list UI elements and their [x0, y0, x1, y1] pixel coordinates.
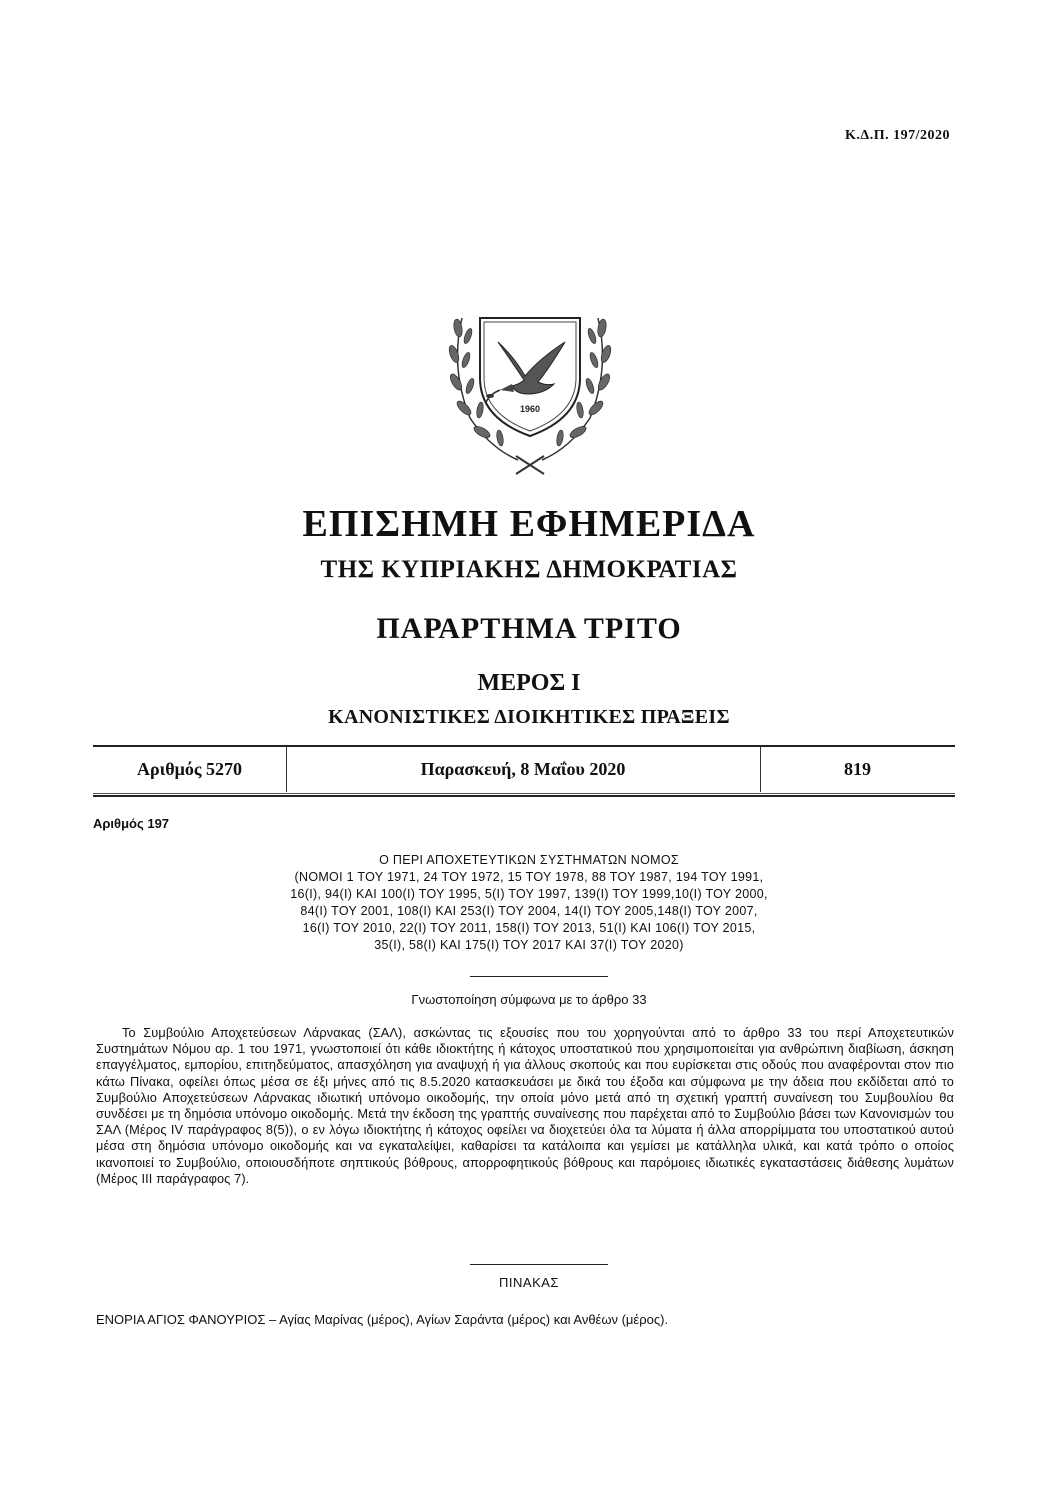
divider: [470, 1264, 608, 1265]
parish-entry: ΕΝΟΡΙΑ ΑΓΙΟΣ ΦΑΝΟΥΡΙΟΣ – Αγίας Μαρίνας (μέρος), Αγίων Σαράντα (μέρος) και Ανθέων (μέρος).: [96, 1312, 669, 1327]
gazette-title: ΕΠΙΣΗΜΗ ΕΦΗΜΕΡΙΔΑ: [302, 503, 756, 545]
law-title-line: Ο ΠΕΡΙ ΑΠΟΧΕΤΕΥΤΙΚΩΝ ΣΥΣΤΗΜΑΤΩΝ ΝΟΜΟΣ: [379, 853, 679, 867]
section-title: ΚΑΝΟΝΙΣΤΙΚΕΣ ΔΙΟΙΚΗΤΙΚΕΣ ΠΡΑΞΕΙΣ: [328, 706, 730, 728]
notice-heading: Γνωστοποίηση σύμφωνα με το άρθρο 33: [411, 992, 647, 1007]
page-number: 819: [844, 759, 871, 779]
divider: [470, 976, 608, 977]
law-title-line: 16(Ι) ΤΟΥ 2010, 22(Ι) ΤΟΥ 2011, 158(Ι) ΤΟΥ 2013, 51(Ι) ΚΑΙ 106(Ι) ΤΟΥ 2015,: [302, 921, 756, 935]
cyprus-coat-of-arms-icon: [420, 298, 640, 478]
law-title-line: (ΝΟΜΟΙ 1 ΤΟΥ 1971, 24 ΤΟΥ 1972, 15 ΤΟΥ 1978, 88 ΤΟΥ 1987, 194 ΤΟΥ 1991,: [294, 870, 764, 884]
gazette-subtitle: ΤΗΣ ΚΥΠΡΙΑΚΗΣ ΔΗΜΟΚΡΑΤΙΑΣ: [320, 556, 738, 583]
law-title-line: 16(Ι), 94(Ι) ΚΑΙ 100(Ι) ΤΟΥ 1995, 5(Ι) ΤΟΥ 1997, 139(Ι) ΤΟΥ 1999,10(Ι) ΤΟΥ 2000,: [290, 887, 768, 901]
issue-bar: [93, 745, 955, 797]
issue-number: Αριθμός 5270: [137, 759, 242, 779]
notice-body: Το Συμβούλιο Αποχετεύσεων Λάρνακας (ΣΑΛ), ασκώντας τις εξουσίες που του χορηγούνται από το άρθρο 33 του περί Αποχετευτικών Συστημάτων Νόμου αρ. 1 του 1971, γνωστοποιεί ότι κάθε ιδιοκτήτης ή κάτοχος υποστατικού που χρησιμοποιείται για ανθρώπινη διαβίωση, άσκηση επαγγέλματος, εμπορίου, επιτηδεύματος, απασχόληση για αναψυχή ή για άλλους σκοπούς και που ευρίσκεται στις οδούς που αναφέρονται στον πιο κάτω Πίνακα, οφείλει όπως μέσα σε έξι μήνες από τις 8.5.2020 κατασκευάσει με δικά του έξοδα και σύμφωνα με την άδεια που εκδίδεται από το Συμβούλιο Αποχετεύσεων Λάρνακας ιδιωτική υπόνομο οικοδομής, την οποία μόνο μετά από τη σχετική γραπτή συναίνεση του Συμβουλίου θα συνδέσει με τη δημόσια υπόνομο οικοδομής. Μετά την έκδοση της γραπτής συναίνεσης που παρέχεται από το Συμβούλιο βάσει των Κανονισμών του ΣΑΛ (Μέρος IV παράγραφος 8(5)), ο εν λόγω ιδιοκτήτης ή κάτοχος οφείλει να διοχετεύει όλα τα λύματα ή άλλα απορρίμματα του υποστατικού αυτού μέσα στη δημόσια υπόνομο οικοδομής και να εγκαταλείψει, καθαρίσει τα κατάλοιπα και γεμίσει με κατάλληλα υλικά, και κατά τρόπο ο οποίος ικανοποιεί το Συμβούλιο, οποιουσδήποτε σηπτικούς βόθρους, απορροφητικούς βόθρους και παρόμοιες ιδιωτικές εγκαταστάσεις διάθεσης λυμάτων (Μέρος ΙΙΙ παράγραφος 7).: [96, 1025, 954, 1186]
decree-number: Αριθμός 197: [93, 816, 170, 831]
issue-date: Παρασκευή, 8 Μαΐου 2020: [420, 759, 626, 779]
law-title-line: 35(Ι), 58(Ι) ΚΑΙ 175(Ι) ΤΟΥ 2017 ΚΑΙ 37(Ι) ΤΟΥ 2020): [374, 938, 684, 952]
emblem-year: 1960: [519, 404, 541, 414]
annex-title: ΠΑΡΑΡΤΗΜΑ ΤΡΙΤΟ: [376, 612, 682, 645]
law-title: [0, 852, 1058, 954]
kap-reference: Κ.Δ.Π. 197/2020: [845, 128, 950, 143]
table-title: ΠΙΝΑΚΑΣ: [499, 1275, 559, 1290]
part-title: ΜΕΡΟΣ Ι: [477, 670, 581, 696]
law-title-line: 84(Ι) ΤΟΥ 2001, 108(Ι) ΚΑΙ 253(Ι) ΤΟΥ 2004, 14(Ι) ΤΟΥ 2005,148(Ι) ΤΟΥ 2007,: [300, 904, 758, 918]
